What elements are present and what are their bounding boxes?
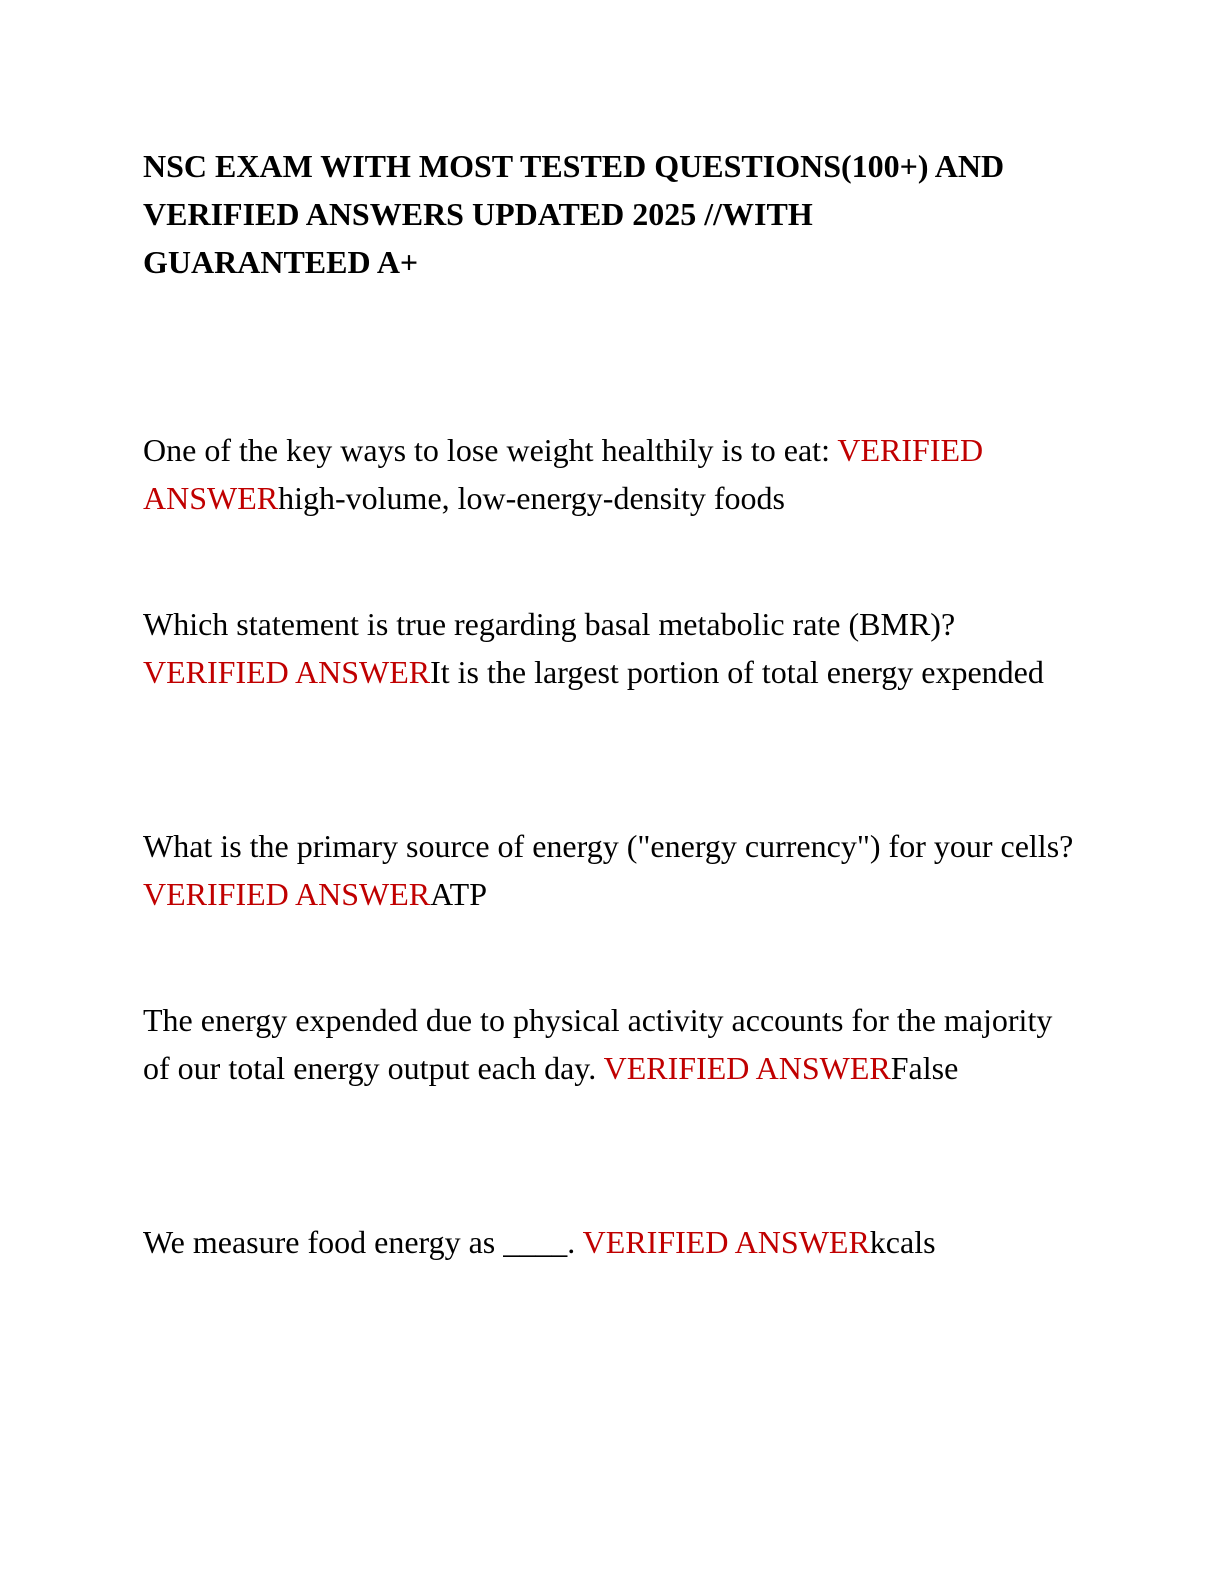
verified-answer-label: VERIFIED ANSWER — [143, 876, 431, 912]
qa-item — [143, 996, 1083, 1092]
qa-item — [143, 1218, 1083, 1266]
verified-answer-label: VERIFIED ANSWER — [143, 432, 984, 516]
qa-item — [143, 600, 1083, 696]
document-title: NSC EXAM WITH MOST TESTED QUESTIONS(100+) AND VERIFIED ANSWERS UPDATED 2025 //WITH GUARANTEED A+ — [143, 148, 1005, 280]
question-text: We measure food energy as ____. — [143, 1224, 583, 1260]
verified-answer-label: VERIFIED ANSWER — [603, 1050, 891, 1086]
qa-item — [143, 426, 1083, 522]
verified-answer-label: VERIFIED ANSWER — [582, 1224, 870, 1260]
answer-text: It is the largest portion of total energy expended — [430, 654, 1044, 690]
question-text: The energy expended due to physical activity accounts for the majority of our total energy output each day. — [143, 1002, 1053, 1086]
question-text: Which statement is true regarding basal metabolic rate (BMR)? — [143, 606, 956, 642]
question-text: One of the key ways to lose weight healthily is to eat: — [143, 432, 838, 468]
answer-text: ATP — [430, 876, 488, 912]
answer-text: kcals — [869, 1224, 936, 1260]
answer-text: False — [890, 1050, 959, 1086]
question-text: What is the primary source of energy ("energy currency") for your cells? — [143, 828, 1074, 864]
qa-item — [143, 822, 1083, 918]
answer-text: high-volume, low-energy-density foods — [278, 480, 785, 516]
verified-answer-label: VERIFIED ANSWER — [143, 654, 431, 690]
